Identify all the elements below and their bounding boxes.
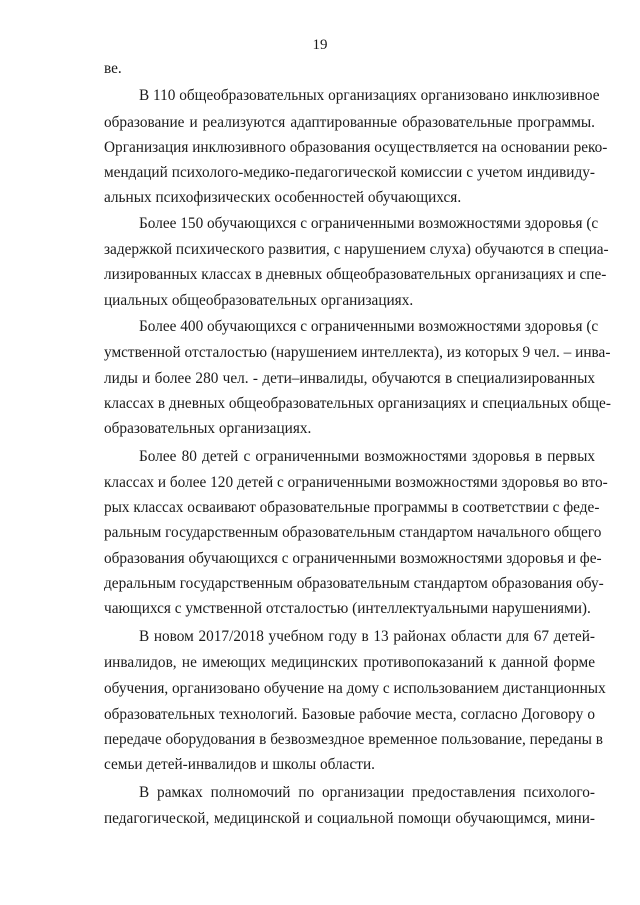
text-line: передаче оборудования в безвозмездное временное пользование, переданы в	[104, 731, 603, 748]
text-line: образовательных технологий. Базовые рабочие места, согласно Договору о	[104, 706, 595, 723]
text-line: инвалидов, не имеющих медицинских противопоказаний к данной форме	[104, 654, 595, 671]
text-line: педагогической, медицинской и социальной помощи обучающимся, мини-	[104, 810, 595, 827]
text-line: альных психофизических особенностей обучающихся.	[104, 189, 462, 206]
text-line: ве.	[104, 60, 122, 77]
text-line: рых классах осваивают образовательные программы в соответствии с феде-	[104, 499, 600, 516]
text-line: классах в дневных общеобразовательных организациях и специальных обще-	[104, 395, 611, 412]
text-line: Более 80 детей с ограниченными возможностями здоровья в первых	[139, 448, 595, 465]
text-line: лиды и более 280 чел. - дети–инвалиды, обучаются в специализированных	[104, 370, 595, 387]
page-number: 19	[312, 37, 328, 53]
text-line: задержкой психического развития, с нарушением слуха) обучаются в специа-	[104, 241, 609, 258]
text-line: мендаций психолого-медико-педагогической комиссии с учетом индивиду-	[104, 164, 595, 181]
text-line: В новом 2017/2018 учебном году в 13 районах области для 67 детей-	[139, 628, 595, 645]
text-line: В 110 общеобразовательных организациях организовано инклюзивное	[139, 87, 600, 104]
text-line: лизированных классах в дневных общеобразовательных организациях и спе-	[104, 266, 607, 283]
text-line: образовательных организациях.	[104, 420, 312, 437]
text-line: образования обучающихся с ограниченными возможностями здоровья и фе-	[104, 550, 602, 567]
text-line: В рамках полномочий по организации предоставления психолого-	[139, 784, 595, 801]
text-line: ральным государственным образовательным стандартом начального общего	[104, 524, 602, 541]
text-line: циальных общеобразовательных организациях.	[104, 292, 414, 309]
text-line: Более 150 обучающихся с ограниченными возможностями здоровья (с	[139, 215, 599, 232]
text-line: классах и более 120 детей с ограниченными возможностями здоровья во вто-	[104, 474, 608, 491]
text-line: Организация инклюзивного образования осуществляется на основании реко-	[104, 139, 608, 156]
text-line: семьи детей-инвалидов и школы области.	[104, 756, 375, 773]
text-line: деральным государственным образовательным стандартом образования обу-	[104, 575, 604, 592]
text-line: умственной отсталостью (нарушением интеллекта), из которых 9 чел. – инва-	[104, 344, 611, 361]
text-line: обучения, организовано обучение на дому с использованием дистанционных	[104, 680, 606, 697]
text-line: образование и реализуются адаптированные образовательные программы.	[104, 114, 595, 131]
text-line: чающихся с умственной отсталостью (интеллектуальными нарушениями).	[104, 600, 591, 617]
text-line: Более 400 обучающихся с ограниченными возможностями здоровья (с	[139, 318, 599, 335]
